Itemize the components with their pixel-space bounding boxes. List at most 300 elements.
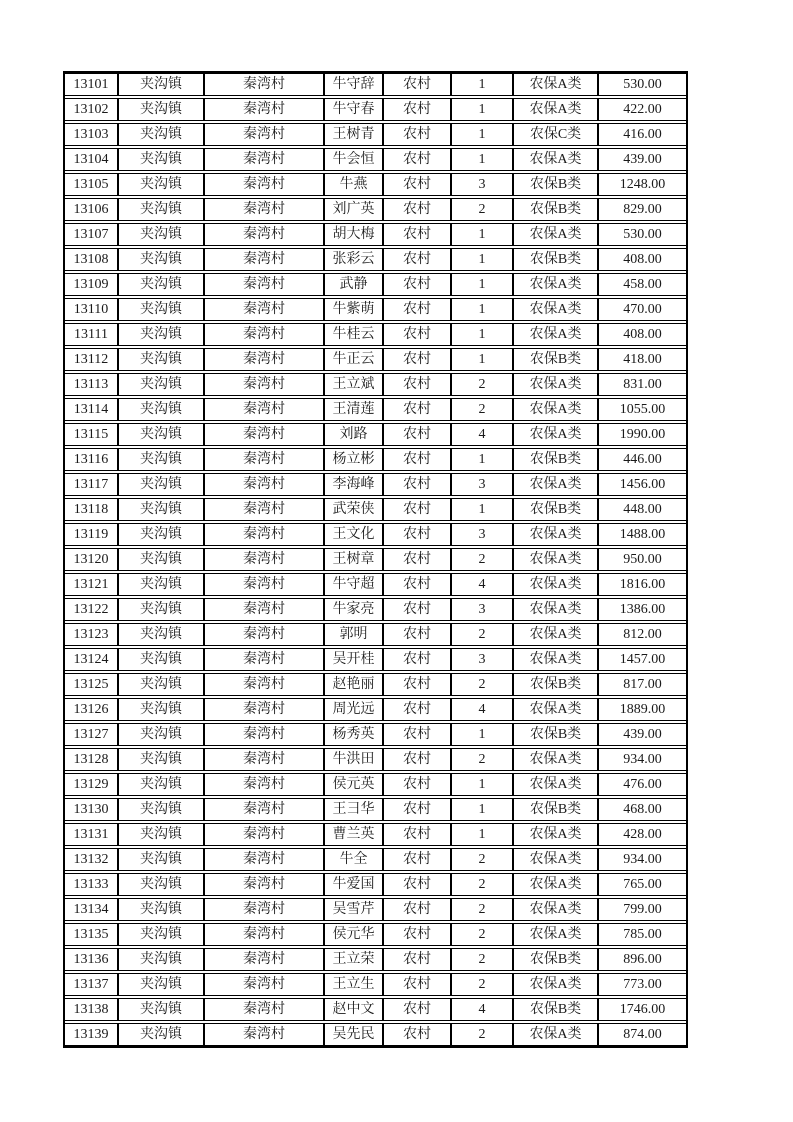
cell-village: 秦湾村: [205, 749, 325, 770]
cell-residence-type: 农村: [384, 899, 452, 920]
cell-name: 王立荣: [325, 949, 384, 970]
cell-record-id: 13123: [65, 624, 119, 645]
cell-record-id: 13109: [65, 274, 119, 295]
cell-town: 夹沟镇: [119, 149, 205, 170]
cell-residence-type: 农村: [384, 449, 452, 470]
cell-person-count: 1: [452, 324, 514, 345]
table-row: [65, 773, 686, 796]
cell-village: 秦湾村: [205, 99, 325, 120]
cell-residence-type: 农村: [384, 749, 452, 770]
table-row: [65, 898, 686, 921]
cell-category: 农保A类: [514, 1024, 599, 1045]
cell-town: 夹沟镇: [119, 474, 205, 495]
cell-name: 侯元华: [325, 924, 384, 945]
cell-person-count: 4: [452, 699, 514, 720]
cell-record-id: 13115: [65, 424, 119, 445]
cell-person-count: 1: [452, 799, 514, 820]
cell-record-id: 13120: [65, 549, 119, 570]
cell-category: 农保A类: [514, 774, 599, 795]
cell-town: 夹沟镇: [119, 674, 205, 695]
cell-category: 农保A类: [514, 74, 599, 95]
cell-name: 牛正云: [325, 349, 384, 370]
cell-name: 赵中文: [325, 999, 384, 1020]
cell-amount: 1746.00: [619, 1001, 666, 1017]
cell-residence-type: 农村: [384, 599, 452, 620]
cell-amount: 448.00: [623, 501, 662, 517]
cell-amount: 1816.00: [619, 576, 666, 592]
cell-town: 夹沟镇: [119, 799, 205, 820]
cell-name: 牛桂云: [325, 324, 384, 345]
cell-person-count: 1: [452, 224, 514, 245]
cell-town: 夹沟镇: [119, 874, 205, 895]
cell-person-count: 3: [452, 174, 514, 195]
cell-record-id: 13101: [65, 74, 119, 95]
table-row: [65, 973, 686, 996]
cell-name: 张彩云: [325, 249, 384, 270]
cell-name: 牛守春: [325, 99, 384, 120]
cell-town: 夹沟镇: [119, 824, 205, 845]
cell-name: 王立生: [325, 974, 384, 995]
cell-record-id: 13111: [65, 324, 119, 345]
cell-residence-type: 农村: [384, 199, 452, 220]
cell-name: 吴开桂: [325, 649, 384, 670]
cell-village: 秦湾村: [205, 224, 325, 245]
cell-town: 夹沟镇: [119, 74, 205, 95]
cell-amount: 530.00: [623, 76, 662, 92]
cell-town: 夹沟镇: [119, 224, 205, 245]
benefits-table: [63, 71, 688, 1048]
cell-village: 秦湾村: [205, 149, 325, 170]
cell-town: 夹沟镇: [119, 399, 205, 420]
table-row: [65, 523, 686, 546]
cell-town: 夹沟镇: [119, 249, 205, 270]
cell-name: 王立斌: [325, 374, 384, 395]
cell-amount: 829.00: [623, 201, 662, 217]
cell-town: 夹沟镇: [119, 699, 205, 720]
table-row: [65, 473, 686, 496]
cell-name: 侯元英: [325, 774, 384, 795]
cell-category: 农保A类: [514, 574, 599, 595]
cell-town: 夹沟镇: [119, 924, 205, 945]
cell-residence-type: 农村: [384, 1024, 452, 1045]
cell-residence-type: 农村: [384, 324, 452, 345]
cell-town: 夹沟镇: [119, 199, 205, 220]
cell-person-count: 2: [452, 1024, 514, 1045]
cell-town: 夹沟镇: [119, 424, 205, 445]
cell-name: 杨立彬: [325, 449, 384, 470]
cell-person-count: 2: [452, 899, 514, 920]
cell-town: 夹沟镇: [119, 599, 205, 620]
cell-record-id: 13121: [65, 574, 119, 595]
cell-residence-type: 农村: [384, 574, 452, 595]
cell-village: 秦湾村: [205, 74, 325, 95]
cell-category: 农保A类: [514, 274, 599, 295]
cell-residence-type: 农村: [384, 874, 452, 895]
cell-category: 农保A类: [514, 649, 599, 670]
table-row: [65, 273, 686, 296]
table-row: [65, 398, 686, 421]
cell-village: 秦湾村: [205, 849, 325, 870]
cell-amount: 1248.00: [619, 176, 666, 192]
cell-person-count: 2: [452, 374, 514, 395]
cell-amount: 1055.00: [619, 401, 666, 417]
cell-person-count: 1: [452, 349, 514, 370]
cell-name: 牛全: [325, 849, 384, 870]
cell-person-count: 2: [452, 199, 514, 220]
cell-residence-type: 农村: [384, 74, 452, 95]
cell-record-id: 13113: [65, 374, 119, 395]
cell-town: 夹沟镇: [119, 174, 205, 195]
cell-amount: 1457.00: [619, 651, 666, 667]
cell-residence-type: 农村: [384, 99, 452, 120]
cell-person-count: 1: [452, 99, 514, 120]
cell-village: 秦湾村: [205, 574, 325, 595]
cell-residence-type: 农村: [384, 124, 452, 145]
cell-record-id: 13125: [65, 674, 119, 695]
cell-town: 夹沟镇: [119, 974, 205, 995]
cell-category: 农保A类: [514, 549, 599, 570]
cell-village: 秦湾村: [205, 174, 325, 195]
cell-category: 农保A类: [514, 899, 599, 920]
table-row: [65, 73, 686, 96]
cell-name: 吴雪芹: [325, 899, 384, 920]
cell-residence-type: 农村: [384, 149, 452, 170]
table-row: [65, 748, 686, 771]
table-row: [65, 723, 686, 746]
cell-category: 农保A类: [514, 874, 599, 895]
cell-record-id: 13132: [65, 849, 119, 870]
cell-town: 夹沟镇: [119, 449, 205, 470]
cell-town: 夹沟镇: [119, 649, 205, 670]
cell-residence-type: 农村: [384, 649, 452, 670]
cell-category: 农保A类: [514, 324, 599, 345]
cell-category: 农保B类: [514, 249, 599, 270]
cell-name: 赵艳丽: [325, 674, 384, 695]
cell-amount: 416.00: [623, 126, 662, 142]
cell-amount: 476.00: [623, 776, 662, 792]
cell-amount: 1488.00: [619, 526, 666, 542]
cell-town: 夹沟镇: [119, 499, 205, 520]
cell-person-count: 1: [452, 774, 514, 795]
cell-person-count: 1: [452, 449, 514, 470]
cell-amount: 1386.00: [619, 601, 666, 617]
cell-category: 农保B类: [514, 499, 599, 520]
cell-name: 郭明: [325, 624, 384, 645]
cell-category: 农保B类: [514, 949, 599, 970]
cell-residence-type: 农村: [384, 499, 452, 520]
table-row: [65, 198, 686, 221]
cell-record-id: 13112: [65, 349, 119, 370]
cell-village: 秦湾村: [205, 674, 325, 695]
cell-person-count: 2: [452, 849, 514, 870]
table-row: [65, 948, 686, 971]
cell-name: 杨秀英: [325, 724, 384, 745]
cell-name: 王树章: [325, 549, 384, 570]
cell-person-count: 1: [452, 249, 514, 270]
cell-person-count: 1: [452, 274, 514, 295]
cell-village: 秦湾村: [205, 974, 325, 995]
cell-amount: 799.00: [623, 901, 662, 917]
cell-record-id: 13138: [65, 999, 119, 1020]
cell-person-count: 1: [452, 149, 514, 170]
cell-person-count: 3: [452, 524, 514, 545]
cell-town: 夹沟镇: [119, 1024, 205, 1045]
cell-name: 刘广英: [325, 199, 384, 220]
cell-amount: 896.00: [623, 951, 662, 967]
cell-category: 农保A类: [514, 399, 599, 420]
cell-residence-type: 农村: [384, 849, 452, 870]
cell-amount: 950.00: [623, 551, 662, 567]
cell-amount: 530.00: [623, 226, 662, 242]
cell-person-count: 2: [452, 974, 514, 995]
cell-amount: 446.00: [623, 451, 662, 467]
cell-amount: 1990.00: [619, 426, 666, 442]
cell-village: 秦湾村: [205, 474, 325, 495]
cell-village: 秦湾村: [205, 824, 325, 845]
table-row: [65, 873, 686, 896]
cell-name: 李海峰: [325, 474, 384, 495]
cell-record-id: 13139: [65, 1024, 119, 1045]
cell-amount: 1456.00: [619, 476, 666, 492]
cell-town: 夹沟镇: [119, 549, 205, 570]
cell-village: 秦湾村: [205, 699, 325, 720]
cell-record-id: 13116: [65, 449, 119, 470]
cell-town: 夹沟镇: [119, 724, 205, 745]
cell-record-id: 13135: [65, 924, 119, 945]
cell-category: 农保B类: [514, 199, 599, 220]
cell-village: 秦湾村: [205, 549, 325, 570]
cell-amount: 817.00: [623, 676, 662, 692]
cell-category: 农保A类: [514, 524, 599, 545]
cell-residence-type: 农村: [384, 824, 452, 845]
cell-category: 农保A类: [514, 974, 599, 995]
table-row: [65, 448, 686, 471]
cell-record-id: 13119: [65, 524, 119, 545]
cell-village: 秦湾村: [205, 774, 325, 795]
cell-person-count: 2: [452, 924, 514, 945]
cell-amount: 934.00: [623, 751, 662, 767]
cell-record-id: 13117: [65, 474, 119, 495]
cell-village: 秦湾村: [205, 924, 325, 945]
cell-residence-type: 农村: [384, 349, 452, 370]
cell-record-id: 13129: [65, 774, 119, 795]
cell-town: 夹沟镇: [119, 99, 205, 120]
cell-village: 秦湾村: [205, 374, 325, 395]
cell-person-count: 2: [452, 399, 514, 420]
cell-town: 夹沟镇: [119, 999, 205, 1020]
cell-record-id: 13126: [65, 699, 119, 720]
cell-residence-type: 农村: [384, 999, 452, 1020]
cell-person-count: 2: [452, 549, 514, 570]
cell-person-count: 2: [452, 949, 514, 970]
table-row: [65, 673, 686, 696]
cell-person-count: 4: [452, 424, 514, 445]
cell-name: 牛守超: [325, 574, 384, 595]
cell-person-count: 1: [452, 824, 514, 845]
table-row: [65, 323, 686, 346]
cell-town: 夹沟镇: [119, 324, 205, 345]
cell-amount: 874.00: [623, 1026, 662, 1042]
cell-record-id: 13122: [65, 599, 119, 620]
cell-name: 周光远: [325, 699, 384, 720]
cell-name: 刘路: [325, 424, 384, 445]
table-row: [65, 623, 686, 646]
cell-town: 夹沟镇: [119, 374, 205, 395]
cell-town: 夹沟镇: [119, 524, 205, 545]
cell-amount: 812.00: [623, 626, 662, 642]
cell-record-id: 13106: [65, 199, 119, 220]
cell-category: 农保A类: [514, 599, 599, 620]
table-row: [65, 248, 686, 271]
table-row: [65, 573, 686, 596]
cell-town: 夹沟镇: [119, 274, 205, 295]
cell-person-count: 1: [452, 499, 514, 520]
cell-record-id: 13110: [65, 299, 119, 320]
table-row: [65, 98, 686, 121]
cell-village: 秦湾村: [205, 599, 325, 620]
cell-category: 农保C类: [514, 124, 599, 145]
cell-record-id: 13105: [65, 174, 119, 195]
cell-residence-type: 农村: [384, 524, 452, 545]
cell-category: 农保B类: [514, 674, 599, 695]
table-row: [65, 223, 686, 246]
cell-name: 胡大梅: [325, 224, 384, 245]
cell-residence-type: 农村: [384, 249, 452, 270]
cell-record-id: 13137: [65, 974, 119, 995]
table-row: [65, 498, 686, 521]
cell-person-count: 2: [452, 749, 514, 770]
cell-village: 秦湾村: [205, 349, 325, 370]
table-row: [65, 348, 686, 371]
cell-amount: 408.00: [623, 251, 662, 267]
cell-residence-type: 农村: [384, 174, 452, 195]
cell-record-id: 13127: [65, 724, 119, 745]
cell-category: 农保B类: [514, 349, 599, 370]
cell-residence-type: 农村: [384, 224, 452, 245]
cell-village: 秦湾村: [205, 424, 325, 445]
cell-name: 牛紫萌: [325, 299, 384, 320]
cell-category: 农保B类: [514, 174, 599, 195]
cell-town: 夹沟镇: [119, 849, 205, 870]
cell-village: 秦湾村: [205, 1024, 325, 1045]
cell-town: 夹沟镇: [119, 574, 205, 595]
table-row: [65, 823, 686, 846]
cell-amount: 418.00: [623, 351, 662, 367]
cell-category: 农保A类: [514, 699, 599, 720]
table-row: [65, 423, 686, 446]
table-row: [65, 173, 686, 196]
cell-name: 武静: [325, 274, 384, 295]
cell-village: 秦湾村: [205, 949, 325, 970]
cell-name: 牛家亮: [325, 599, 384, 620]
cell-village: 秦湾村: [205, 799, 325, 820]
table-row: [65, 798, 686, 821]
cell-name: 牛守辞: [325, 74, 384, 95]
cell-amount: 408.00: [623, 326, 662, 342]
cell-amount: 439.00: [623, 726, 662, 742]
cell-residence-type: 农村: [384, 624, 452, 645]
cell-amount: 458.00: [623, 276, 662, 292]
cell-record-id: 13124: [65, 649, 119, 670]
cell-residence-type: 农村: [384, 974, 452, 995]
cell-village: 秦湾村: [205, 649, 325, 670]
cell-village: 秦湾村: [205, 624, 325, 645]
cell-residence-type: 农村: [384, 374, 452, 395]
cell-village: 秦湾村: [205, 524, 325, 545]
cell-residence-type: 农村: [384, 949, 452, 970]
cell-record-id: 13128: [65, 749, 119, 770]
cell-person-count: 2: [452, 674, 514, 695]
cell-amount: 1889.00: [619, 701, 666, 717]
cell-person-count: 1: [452, 724, 514, 745]
cell-category: 农保B类: [514, 724, 599, 745]
cell-record-id: 13118: [65, 499, 119, 520]
cell-village: 秦湾村: [205, 324, 325, 345]
table-row: [65, 1023, 686, 1046]
cell-name: 牛燕: [325, 174, 384, 195]
table-row: [65, 373, 686, 396]
cell-amount: 470.00: [623, 301, 662, 317]
cell-name: 王文化: [325, 524, 384, 545]
cell-category: 农保A类: [514, 849, 599, 870]
cell-village: 秦湾村: [205, 249, 325, 270]
cell-name: 曹兰英: [325, 824, 384, 845]
table-row: [65, 548, 686, 571]
cell-amount: 422.00: [623, 101, 662, 117]
table-row: [65, 123, 686, 146]
cell-town: 夹沟镇: [119, 349, 205, 370]
cell-village: 秦湾村: [205, 499, 325, 520]
cell-village: 秦湾村: [205, 899, 325, 920]
cell-record-id: 13130: [65, 799, 119, 820]
cell-residence-type: 农村: [384, 424, 452, 445]
cell-residence-type: 农村: [384, 924, 452, 945]
cell-record-id: 13108: [65, 249, 119, 270]
cell-name: 吴先民: [325, 1024, 384, 1045]
cell-residence-type: 农村: [384, 474, 452, 495]
cell-amount: 831.00: [623, 376, 662, 392]
cell-name: 牛会恒: [325, 149, 384, 170]
cell-category: 农保B类: [514, 999, 599, 1020]
cell-name: 王树青: [325, 124, 384, 145]
cell-person-count: 4: [452, 999, 514, 1020]
table-row: [65, 698, 686, 721]
cell-category: 农保A类: [514, 299, 599, 320]
cell-town: 夹沟镇: [119, 299, 205, 320]
cell-town: 夹沟镇: [119, 749, 205, 770]
table-row: [65, 298, 686, 321]
cell-town: 夹沟镇: [119, 774, 205, 795]
cell-village: 秦湾村: [205, 199, 325, 220]
cell-residence-type: 农村: [384, 774, 452, 795]
cell-category: 农保A类: [514, 824, 599, 845]
cell-amount: 785.00: [623, 926, 662, 942]
cell-category: 农保A类: [514, 924, 599, 945]
cell-record-id: 13133: [65, 874, 119, 895]
cell-record-id: 13136: [65, 949, 119, 970]
cell-category: 农保A类: [514, 749, 599, 770]
cell-amount: 428.00: [623, 826, 662, 842]
cell-amount: 468.00: [623, 801, 662, 817]
cell-category: 农保A类: [514, 224, 599, 245]
cell-record-id: 13134: [65, 899, 119, 920]
cell-amount: 439.00: [623, 151, 662, 167]
cell-town: 夹沟镇: [119, 124, 205, 145]
cell-amount: 773.00: [623, 976, 662, 992]
cell-name: 牛洪田: [325, 749, 384, 770]
cell-town: 夹沟镇: [119, 949, 205, 970]
cell-category: 农保A类: [514, 99, 599, 120]
